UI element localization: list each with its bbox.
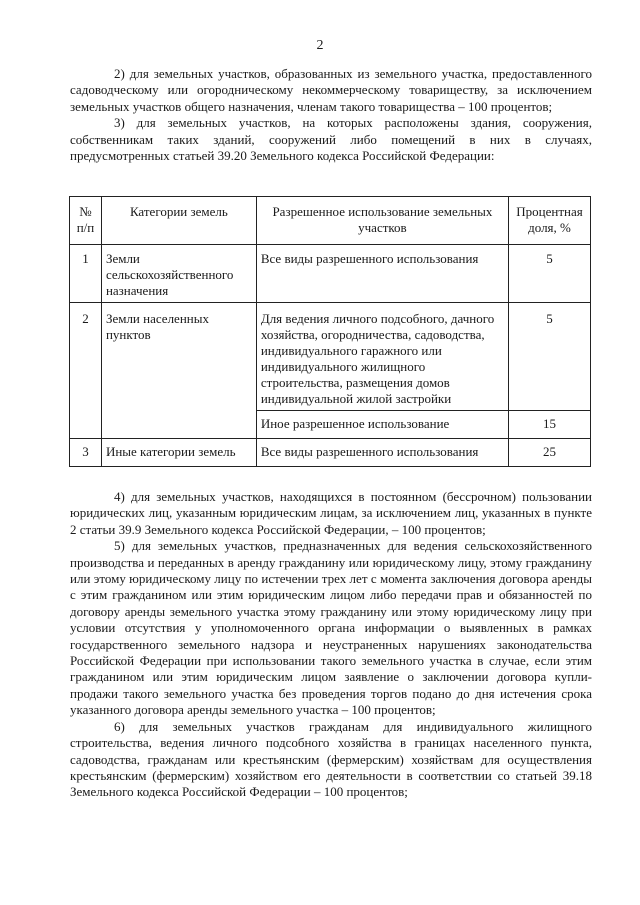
paragraph-item-4: 4) для земельных участков, находящихся в постоянном (бессрочном) пользовании юридических лиц, указанным юридическим лицам, за исключением лиц, указанных в пункте 2 статьи 39.9 Земельного кодекса Российской Федерации, – 100 процентов; — [70, 489, 592, 537]
header-percent: Процентная доля, % — [509, 197, 591, 245]
table-row — [70, 439, 591, 467]
row-num: 1 — [70, 245, 102, 303]
row-num: 3 — [70, 439, 102, 467]
row-percent: 15 — [509, 411, 591, 439]
row-use: Все виды разрешенного использования — [256, 245, 508, 303]
row-category: Иные категории земель — [101, 439, 256, 467]
header-use: Разрешенное использование земельных участков — [256, 197, 508, 245]
row-percent: 25 — [509, 439, 591, 467]
table-row — [70, 245, 591, 303]
page-number: 2 — [316, 38, 324, 53]
paragraph-item-2: 2) для земельных участков, образованных из земельного участка, предоставленного садоводческому или огородническому некоммерческому товариществу, за исключением земельных участков общего назначения, членам такого товарищества – 100 процентов; — [70, 66, 592, 114]
row-percent: 5 — [509, 245, 591, 303]
row-category: Земли сельскохозяйственного назначения — [101, 245, 256, 303]
row-num: 2 — [70, 303, 102, 439]
row-percent: 5 — [509, 303, 591, 411]
paragraph-item-6: 6) для земельных участков гражданам для индивидуального жилищного строительства, ведения личного подсобного хозяйства в границах населенного пункта, садоводства, гражданам или крестьянским (фермерским) хозяйствам для осуществления крестьянским (фермерским) хозяйством его деятельности в соответствии со статьей 39.18 Земельного кодекса Российской Федерации – 100 процентов; — [70, 718, 592, 800]
paragraph-item-5: 5) для земельных участков, предназначенных для ведения сельскохозяйственного производства и переданных в аренду гражданину или юридическому лицу, этому гражданину или этому юридическому лицу по истечении трех лет с момента заключения договора аренды с этим гражданином или этим юридическим лицом либо передачи прав и обязанностей по договору аренды земельного участка этому гражданину или этому юридическому лицу при условии отсутствия у уполномоченного органа информации о выявленных в рамках государственного земельного надзора и неустраненных нарушениях законодательства Российской Федерации при использовании такого земельного участка в случае, если этим гражданином или этим юридическим лицом заявление о заключении договора купли-продажи такого земельного участка без проведения торгов подано до дня истечения срока указанного договора аренды земельного участка – 100 процентов; — [70, 538, 592, 718]
land-share-table — [69, 196, 591, 467]
row-category: Земли населенных пунктов — [101, 303, 256, 439]
table-header-row — [70, 197, 591, 245]
row-use: Все виды разрешенного использования — [256, 439, 508, 467]
bottom-paragraphs — [70, 489, 592, 801]
row-use: Для ведения личного подсобного, дачного хозяйства, огородничества, садоводства, индивидуального гаражного или индивидуального жилищного строительства, размещения домов индивидуальной жилой застройки — [256, 303, 508, 411]
header-category: Категории земель — [101, 197, 256, 245]
paragraph-item-3: 3) для земельных участков, на которых расположены здания, сооружения, собственникам таких зданий, сооружений либо помещений в них в случаях, предусмотренных статьей 39.20 Земельного кодекса Российской Федерации: — [70, 115, 592, 164]
row-use: Иное разрешенное использование — [256, 411, 508, 439]
header-num: № п/п — [70, 197, 102, 245]
top-paragraphs — [70, 66, 592, 164]
table-row — [70, 303, 591, 411]
